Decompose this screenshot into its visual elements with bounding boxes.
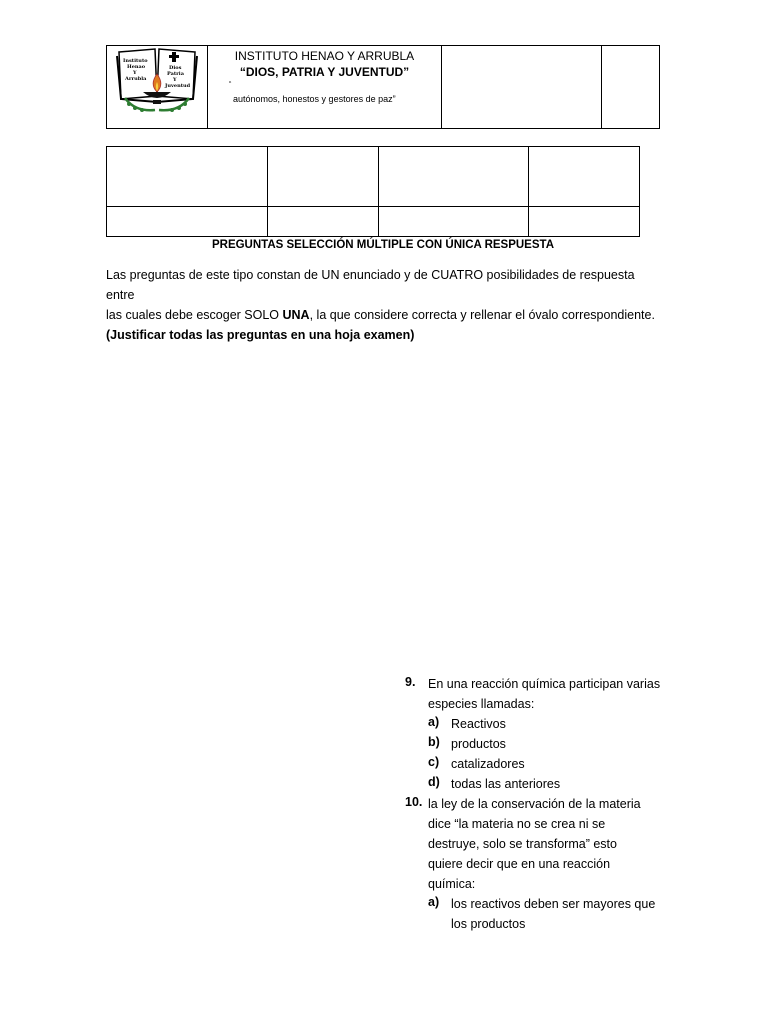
- question-text-line: química:: [428, 877, 476, 891]
- svg-text:Juventud: Juventud: [165, 83, 191, 89]
- option-text: todas las anteriores: [451, 777, 561, 791]
- option-letter: a): [428, 895, 440, 909]
- blank-cell-2: [602, 46, 661, 128]
- option-text: [451, 894, 671, 934]
- question-text-line: la ley de la conservación de la materia: [428, 797, 641, 811]
- institution-motto: “DIOS, PATRIA Y JUVENTUD”: [239, 65, 410, 79]
- question-text-line: especies llamadas:: [428, 697, 535, 711]
- question-number: 10.: [405, 795, 423, 809]
- logo-cell: [107, 46, 208, 128]
- option-text-line: los reactivos deben ser mayores que: [451, 897, 656, 911]
- blank-cell-1: [442, 46, 602, 128]
- question-text: [428, 794, 668, 894]
- table-row-divider: [107, 206, 639, 207]
- question-text-line: En una reacción química participan varias: [428, 677, 661, 691]
- option-text: productos: [451, 737, 506, 751]
- table-col-divider: [267, 147, 268, 236]
- question-number: 9.: [405, 675, 416, 689]
- logo-text-left: Instituto: [123, 58, 148, 64]
- institution-tagline: autónomos, honestos y gestores de paz”: [233, 94, 396, 104]
- instructions-line-2: [106, 305, 666, 325]
- option-letter: b): [428, 735, 440, 749]
- quote-mark: “: [229, 81, 232, 88]
- instructions-emphasis: UNA: [282, 308, 310, 322]
- option-letter: a): [428, 715, 440, 729]
- title-cell: [208, 46, 442, 128]
- option-text: catalizadores: [451, 757, 525, 771]
- question-text-line: quiere decir que en una reacción: [428, 857, 611, 871]
- question-text-line: destruye, solo se transforma” esto: [428, 837, 617, 851]
- instructions-line-1: Las preguntas de este tipo constan de UN enunciado y de CUATRO posibilidades de respuesta entre: [106, 268, 635, 302]
- header-table: [106, 45, 660, 129]
- instructions-paragraph: [106, 265, 666, 345]
- option-letter: c): [428, 755, 440, 769]
- institution-name: INSTITUTO HENAO Y ARRUBLA: [234, 49, 415, 63]
- svg-text:Henao: Henao: [127, 64, 146, 70]
- section-title: PREGUNTAS SELECCIÓN MÚLTIPLE CON ÚNICA RESPUESTA: [211, 239, 555, 251]
- option-letter: d): [428, 775, 440, 789]
- school-logo: [115, 46, 199, 116]
- option-text: Reactivos: [451, 717, 506, 731]
- instructions-text: las cuales debe escoger SOLO: [106, 308, 283, 322]
- question-text: [428, 674, 668, 714]
- logo-text-right: Dios: [169, 65, 182, 71]
- svg-text:Y: Y: [173, 77, 177, 83]
- table-col-divider: [378, 147, 379, 236]
- question-text-line: dice “la materia no se crea ni se: [428, 817, 606, 831]
- info-table: [106, 146, 640, 237]
- svg-text:Y: Y: [133, 70, 137, 76]
- svg-text:Arrubla: Arrubla: [125, 76, 147, 82]
- svg-text:Patria: Patria: [167, 71, 184, 77]
- instructions-text: , la que considere correcta y rellenar el óvalo correspondiente.: [309, 308, 655, 322]
- option-text-line: los productos: [451, 917, 526, 931]
- instructions-justify-note: (Justificar todas las preguntas en una hoja examen): [106, 328, 415, 342]
- table-col-divider: [528, 147, 529, 236]
